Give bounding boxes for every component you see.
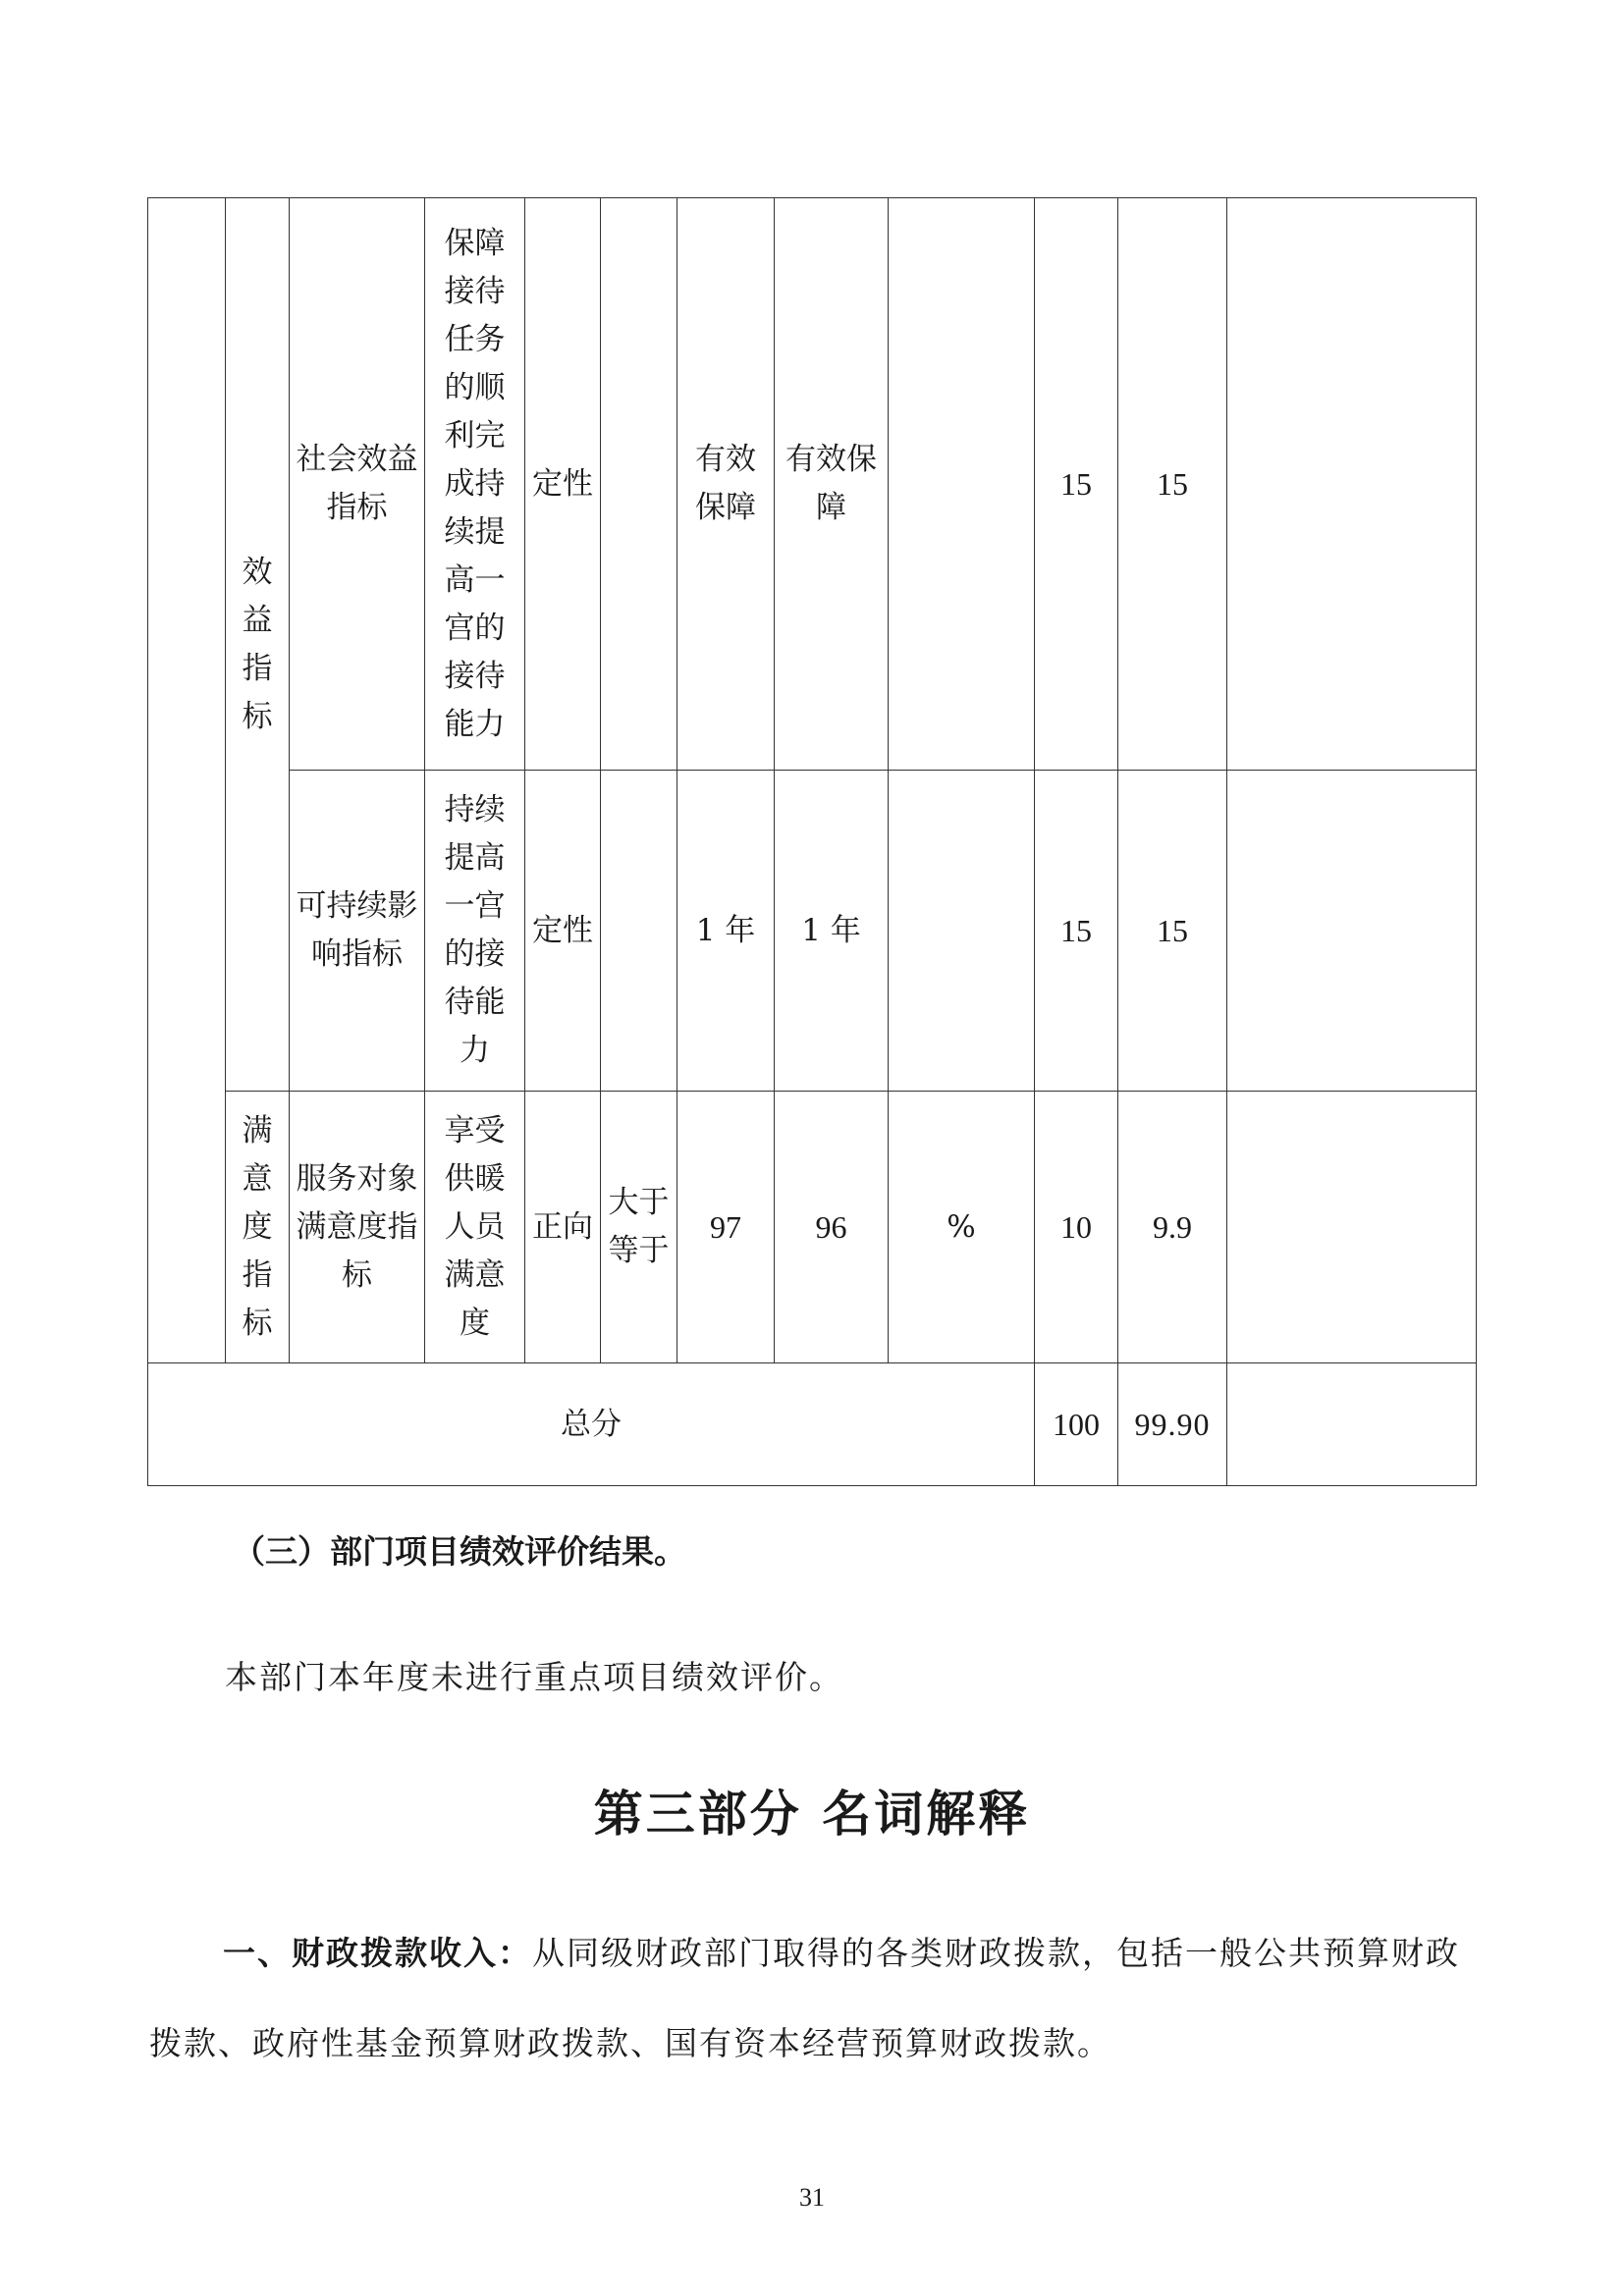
weight-cell: 15 [1035,771,1118,1092]
indicator-cell: 社会效益指标 [290,198,425,771]
group-benefit-cell: 效益指标 [226,198,290,1092]
unit-cell: % [889,1092,1035,1363]
table-row-total [148,1363,1477,1486]
actual-cell: 1 年 [775,771,889,1092]
score-cell: 9.9 [1118,1092,1227,1363]
score-cell: 15 [1118,198,1227,771]
total-remark-cell [1227,1363,1477,1486]
target-cell: 有效保障 [677,198,775,771]
score-cell: 15 [1118,771,1227,1092]
definition-text: 从同级财政部门取得的各类财政拨款，包括一般公共预算财政拨款、政府性基金预算财政拨款、国有资本经营预算财政拨款。 [149,1934,1460,2062]
indicator-cell: 可持续影响指标 [290,771,425,1092]
unit-cell [889,198,1035,771]
content-cell: 保障接待任务的顺利完成持续提高一宫的接待能力 [425,198,525,771]
actual-cell: 有效保障 [775,198,889,771]
indicator-cell: 服务对象满意度指标 [290,1092,425,1363]
remark-cell [1227,198,1477,771]
weight-cell: 10 [1035,1092,1118,1363]
definition-paragraph [149,1908,1487,2089]
actual-cell: 96 [775,1092,889,1363]
definition-term: 一、财政拨款收入： [223,1934,532,1972]
performance-table [147,197,1477,1486]
nature-cell: 正向 [525,1092,601,1363]
section-heading: （三）部门项目绩效评价结果。 [233,1532,686,1571]
nature-cell: 定性 [525,198,601,771]
remark-cell [1227,771,1477,1092]
table-row-satisfaction [148,1092,1477,1363]
total-label-cell: 总分 [148,1363,1035,1486]
content-cell: 持续提高一宫的接待能力 [425,771,525,1092]
target-cell: 97 [677,1092,775,1363]
total-score-cell: 99.90 [1118,1363,1227,1486]
total-weight-cell: 100 [1035,1363,1118,1486]
unit-cell [889,771,1035,1092]
operator-cell [601,771,677,1092]
target-cell: 1 年 [677,771,775,1092]
table-row-social-benefit [148,198,1477,771]
operator-cell [601,198,677,771]
group-satisfaction-cell: 满意度指标 [226,1092,290,1363]
section-paragraph: 本部门本年度未进行重点项目绩效评价。 [225,1658,843,1696]
remark-cell [1227,1092,1477,1363]
content-cell: 享受供暖人员满意度 [425,1092,525,1363]
table-row-sustainable [148,771,1477,1092]
weight-cell: 15 [1035,198,1118,771]
page-number: 31 [799,2183,825,2212]
part-title: 第三部分 名词解释 [593,1785,1031,1842]
nature-cell: 定性 [525,771,601,1092]
operator-cell: 大于等于 [601,1092,677,1363]
level1-cell [148,198,226,1363]
